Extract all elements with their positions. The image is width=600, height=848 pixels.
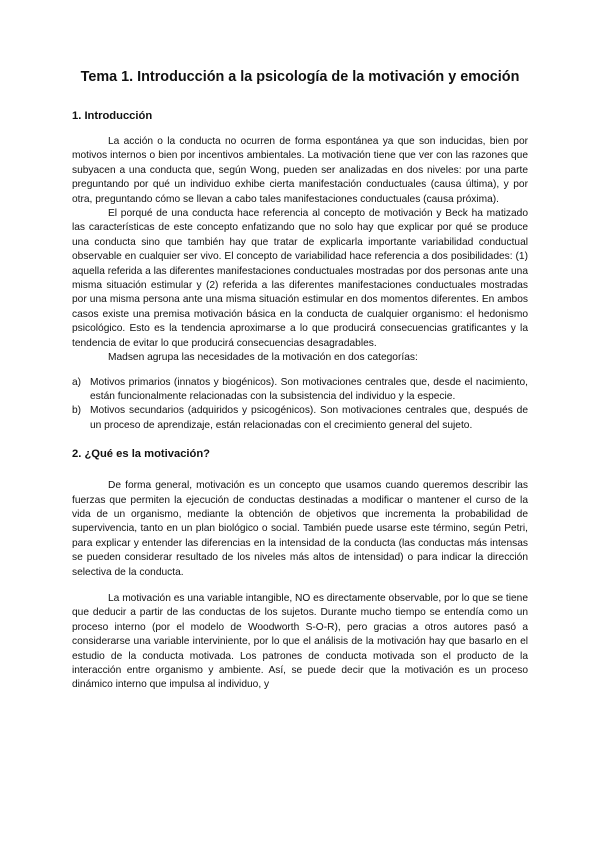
categories-list <box>72 376 528 434</box>
section-heading-introduccion: 1. Introducción <box>72 110 153 122</box>
paragraph: Madsen agrupa las necesidades de la motivación en dos categorías: <box>108 352 418 364</box>
document-title: Tema 1. Introducción a la psicología de la motivación y emoción <box>80 69 520 85</box>
list-marker: b) <box>72 405 82 417</box>
list-item <box>72 404 528 433</box>
list-item <box>72 376 528 405</box>
paragraph: De forma general, motivación es un concepto que usamos cuando queremos describir las fuerzas que permiten la ejecución de conductas destinadas a modificar o mantener el curso de la vida de un organismo, mediante la obtención de objetivos que incrementa la probabilidad de supervivencia, tanto en un plan biológico o social. También puede usarse este término, según Petri, para explicar y entender las diferencias en la intensidad de la conducta (las conductas más intensas se pueden considerar resultado de los niveles más altos de intensidad) o para indicar la dirección selectiva de la conducta. <box>72 480 528 578</box>
section-heading-que-es-la-motivacion: 2. ¿Qué es la motivación? <box>72 448 211 461</box>
list-marker: a) <box>72 376 82 388</box>
paragraph: La acción o la conducta no ocurren de forma espontánea ya que son inducidas, bien por motivos internos o bien por incentivos ambientales. La motivación tiene que ver con las razones que subyacen a una conducta que, según Wong, pueden ser analizadas en dos niveles: por una parte preguntando por qué un individuo exhibe cierta manifestación conductuales (causa última), y por otra, preguntando cómo se llevan a cabo tales manifestaciones conductuales (causa próxima). <box>72 136 528 205</box>
list-item-text: Motivos primarios (innatos y biogénicos). Son motivaciones centrales que, desde el nacimiento, están funcionalmente relacionadas con la subsistencia del individuo y la especie. <box>90 376 528 402</box>
document-page <box>72 68 528 693</box>
paragraph: La motivación es una variable intangible, NO es directamente observable, por lo que se tiene que deducir a partir de las conductas de los sujetos. Durante mucho tiempo se entendía como un proceso interno (por el modelo de Woodworth S-O-R), pero gracias a otros autores pasó a considerarse una variable interviniente, por lo que el análisis de la motivación hay que basarlo en el estudio de la conducta motivada. Los patrones de conducta motivada son el producto de la interacción entre organismo y ambiente. Así, se puede decir que la motivación es un proceso dinámico interno que impulsa al individuo, y <box>72 592 528 691</box>
list-item-text: Motivos secundarios (adquiridos y psicogénicos). Son motivaciones centrales que, después de un proceso de aprendizaje, están relacionadas con el crecimiento general del sujeto. <box>90 405 528 431</box>
paragraph: El porqué de una conducta hace referencia al concepto de motivación y Beck ha matizado las características de este concepto enfatizando que no solo hay que explicar por qué se produce una conducta sino que también hay que tratar de explicarla importante variabilidad conductual observable en cualquier ser vivo. El concepto de variabilidad hace referencia a dos posibilidades: (1) aquella referida a las diferentes manifestaciones conductuales mostradas por dos personas ante una misma situación estimular y (2) referida a las diferentes manifestaciones conductuales mostradas por una misma persona ante una misma situación estimular en dos momentos diferentes. En ambos casos existe una premisa motivación básica en la conducta de cualquier organismo: el hedonismo psicológico. Esto es la tendencia aproximarse a lo que producirá consecuencias gratificantes y la tendencia de evitar lo que producirá consecuencias desagradables. <box>72 208 528 349</box>
